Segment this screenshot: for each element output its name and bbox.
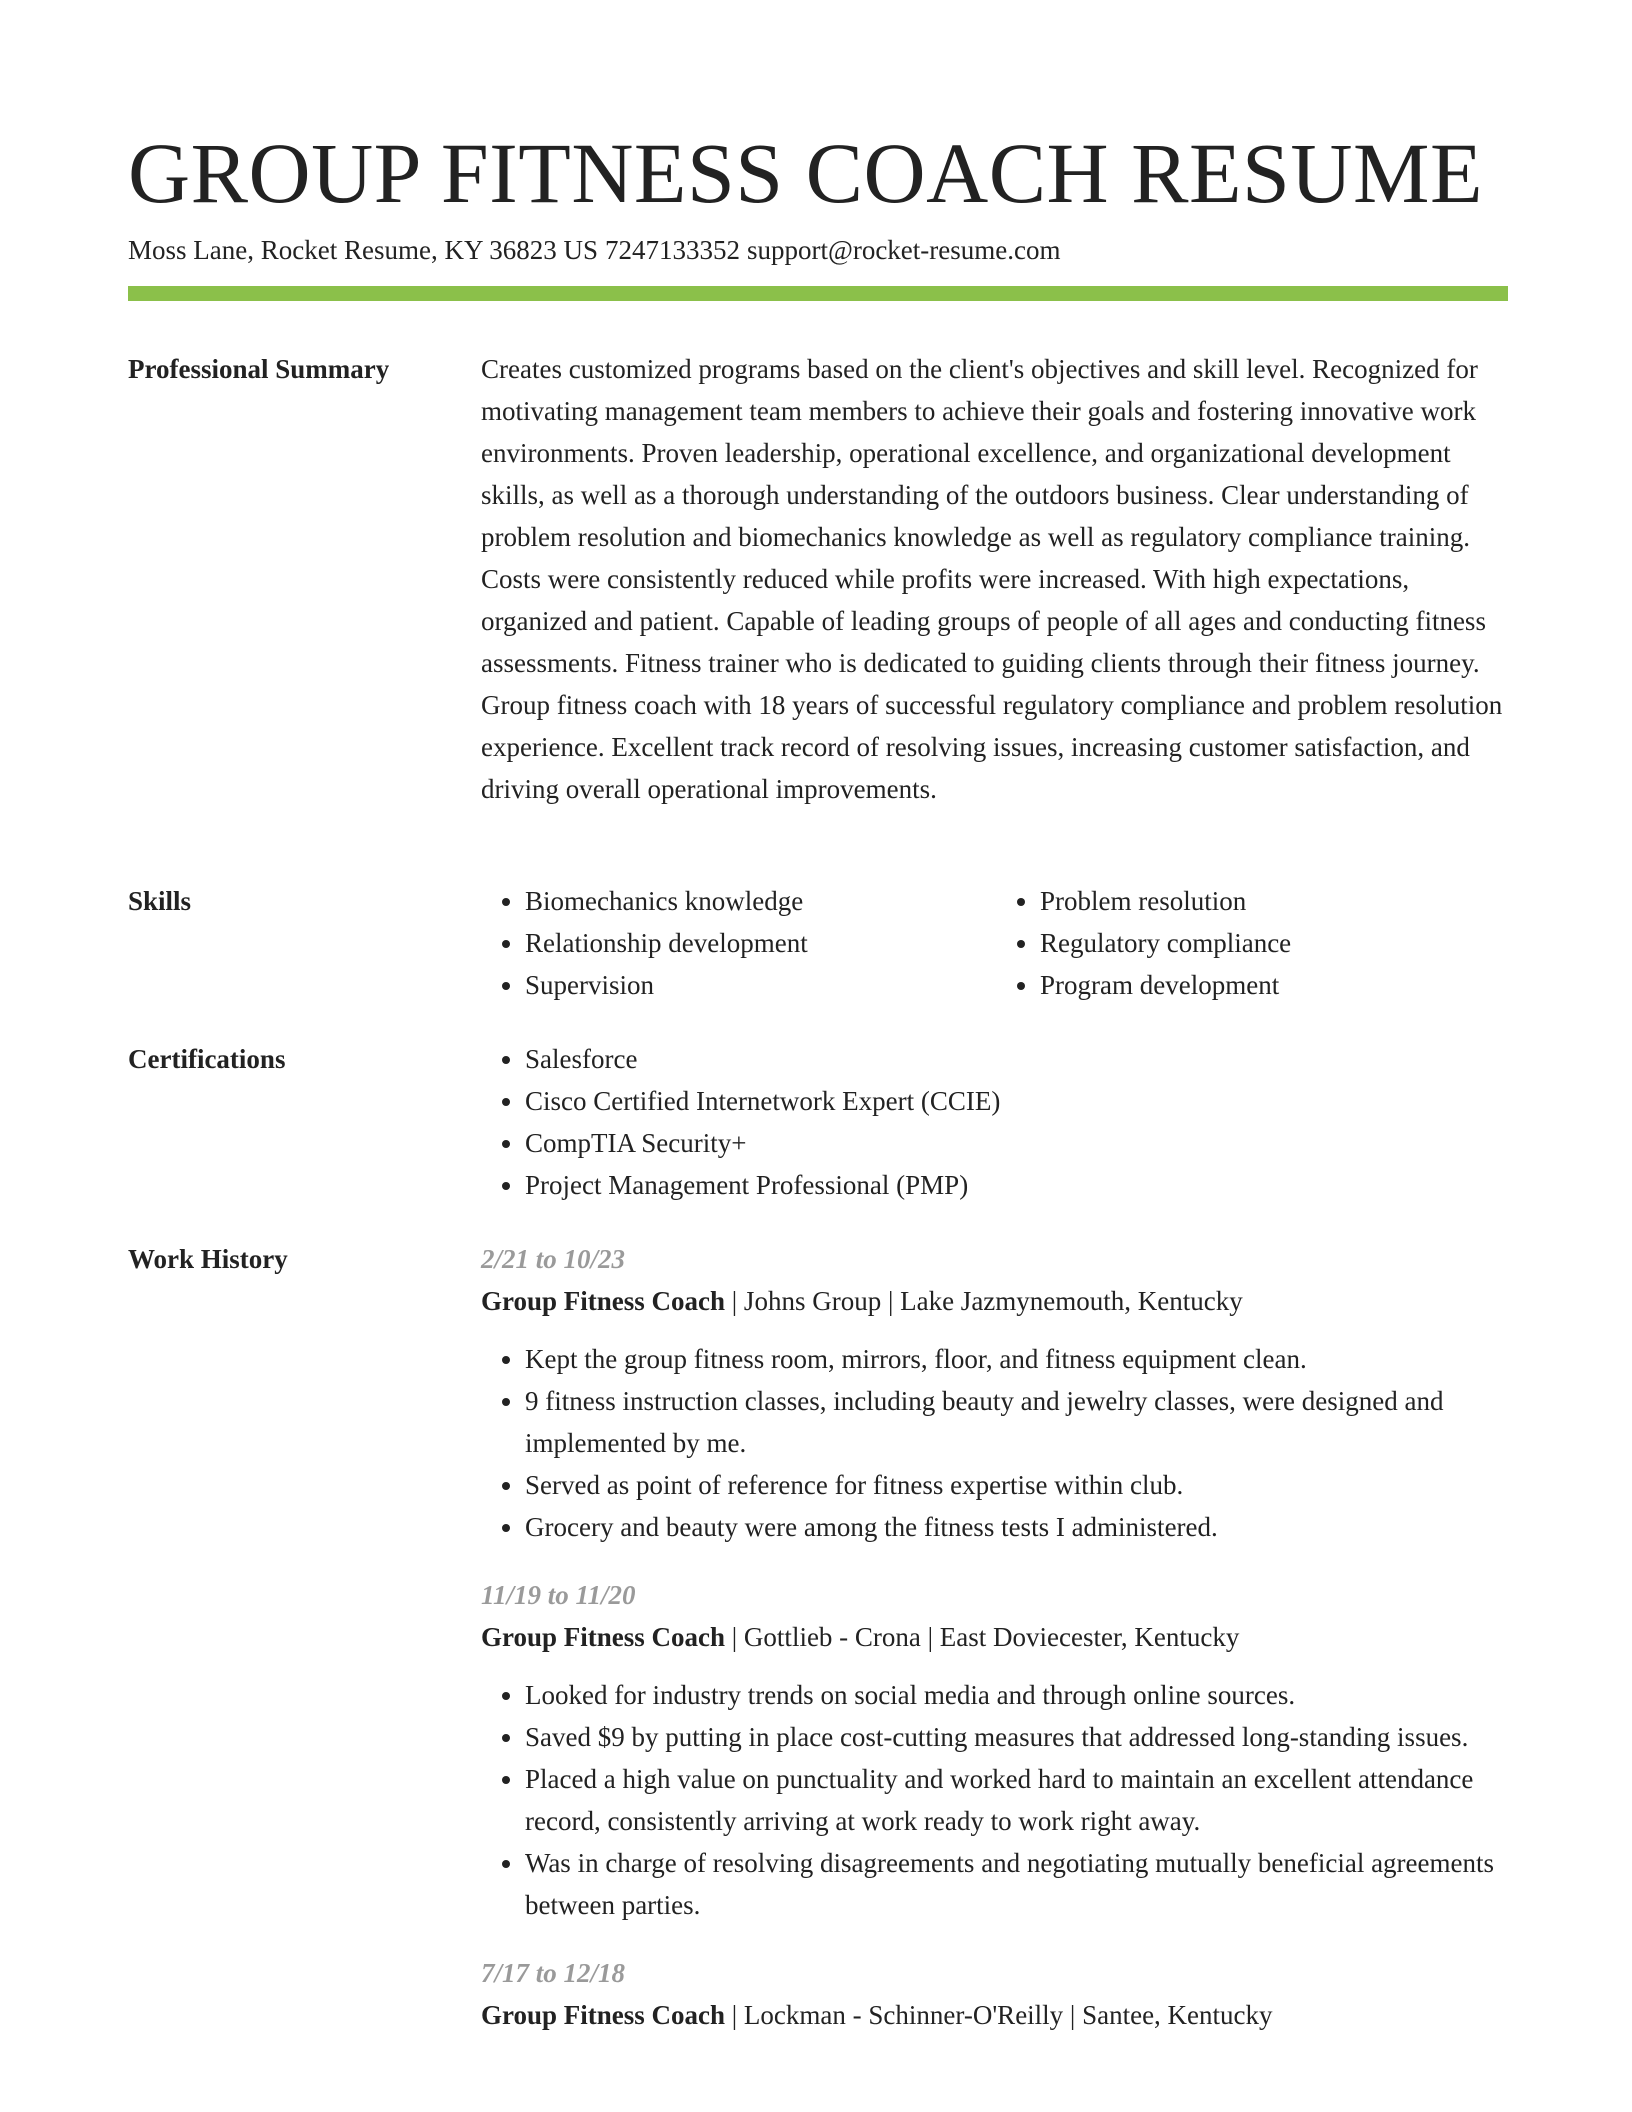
job-duty-item: • Placed a high value on punctuality and worked hard to maintain an excellent attendance record, consistently arriving at work ready to work right away.	[525, 1758, 1511, 1842]
summary-text: Creates customized programs based on the client's objectives and skill level. Recognized for motivating management team members to achieve their goals and fostering innovative work environments. Proven leadership, operational excellence, and organizational development skills, as well as a thorough understanding of the outdoors business. Clear understanding of problem resolution and biomechanics knowledge as well as regulatory compliance training. Costs were consistently reduced while profits were increased. With high expectations, organized and patient. Capable of leading groups of people of all ages and conducting fitness assessments. Fitness trainer who is dedicated to guiding clients through their fitness journey. Group fitness coach with 18 years of successful regulatory compliance and problem resolution experience. Excellent track record of resolving issues, increasing customer satisfaction, and driving overall operational improvements.	[481, 354, 1503, 804]
certification-item: • CompTIA Security+	[525, 1122, 1511, 1164]
certification-item: • Cisco Certified Internetwork Expert (CCIE)	[525, 1080, 1511, 1122]
section-label-work-history: Work History	[128, 1244, 288, 1274]
job-entry	[481, 1238, 1511, 1548]
job-duty-item: • Was in charge of resolving disagreements and negotiating mutually beneficial agreements between parties.	[525, 1842, 1511, 1926]
job-duty-item: • Saved $9 by putting in place cost-cutting measures that addressed long-standing issues.	[525, 1716, 1511, 1758]
certification-item: • Project Management Professional (PMP)	[525, 1164, 1511, 1206]
job-duty-item: • Grocery and beauty were among the fitness tests I administered.	[525, 1506, 1511, 1548]
summary-body	[481, 348, 1511, 810]
job-dates: 11/19 to 11/20	[481, 1580, 636, 1610]
certification-item: • Salesforce	[525, 1038, 1511, 1080]
contact-email: support@rocket-resume.com	[746, 235, 1061, 265]
job-duty-item: • 9 fitness instruction classes, including beauty and jewelry classes, were designed and implemented by me.	[525, 1380, 1511, 1464]
contact-address: Moss Lane, Rocket Resume, KY 36823 US	[128, 235, 598, 265]
job-dates: 7/17 to 12/18	[481, 1958, 626, 1988]
job-dates: 2/21 to 10/23	[481, 1244, 626, 1274]
job-duties	[481, 1338, 1511, 1548]
skills-columns	[481, 880, 1511, 1006]
job-title: Group Fitness Coach	[481, 1286, 726, 1316]
resume-title: GROUP FITNESS COACH RESUME	[128, 125, 1483, 221]
skill-item: • Biomechanics knowledge	[525, 880, 996, 922]
certifications-list	[481, 1038, 1511, 1206]
job-entry	[481, 1574, 1511, 1926]
job-heading	[481, 1616, 1511, 1658]
skills-body	[481, 880, 1511, 1006]
contact-phone: 7247133352	[604, 235, 740, 265]
job-details: | Johns Group | Lake Jazmynemouth, Kentucky	[725, 1286, 1243, 1316]
work-history-body	[481, 1238, 1511, 2062]
skill-item: • Program development	[1040, 964, 1511, 1006]
skill-item: • Supervision	[525, 964, 996, 1006]
certifications-body	[481, 1038, 1511, 1206]
job-heading	[481, 1280, 1511, 1322]
section-label-summary: Professional Summary	[128, 354, 390, 384]
skills-list-right	[996, 880, 1511, 1006]
job-details: | Lockman - Schinner-O'Reilly | Santee, Kentucky	[725, 2000, 1273, 2030]
skills-list-left	[481, 880, 996, 1006]
job-duties	[481, 1674, 1511, 1926]
job-heading	[481, 1994, 1511, 2036]
accent-divider	[128, 286, 1508, 301]
job-title: Group Fitness Coach	[481, 2000, 726, 2030]
contact-line	[128, 232, 1061, 268]
job-duty-item: • Looked for industry trends on social media and through online sources.	[525, 1674, 1511, 1716]
skill-item: • Problem resolution	[1040, 880, 1511, 922]
job-duty-item: • Kept the group fitness room, mirrors, floor, and fitness equipment clean.	[525, 1338, 1511, 1380]
skill-item: • Relationship development	[525, 922, 996, 964]
section-label-certifications: Certifications	[128, 1044, 286, 1074]
job-duty-item: • Served as point of reference for fitness expertise within club.	[525, 1464, 1511, 1506]
section-label-skills: Skills	[128, 886, 192, 916]
job-entry	[481, 1952, 1511, 2036]
skill-item: • Regulatory compliance	[1040, 922, 1511, 964]
job-title: Group Fitness Coach	[481, 1622, 726, 1652]
job-details: | Gottlieb - Crona | East Doviecester, Kentucky	[725, 1622, 1240, 1652]
